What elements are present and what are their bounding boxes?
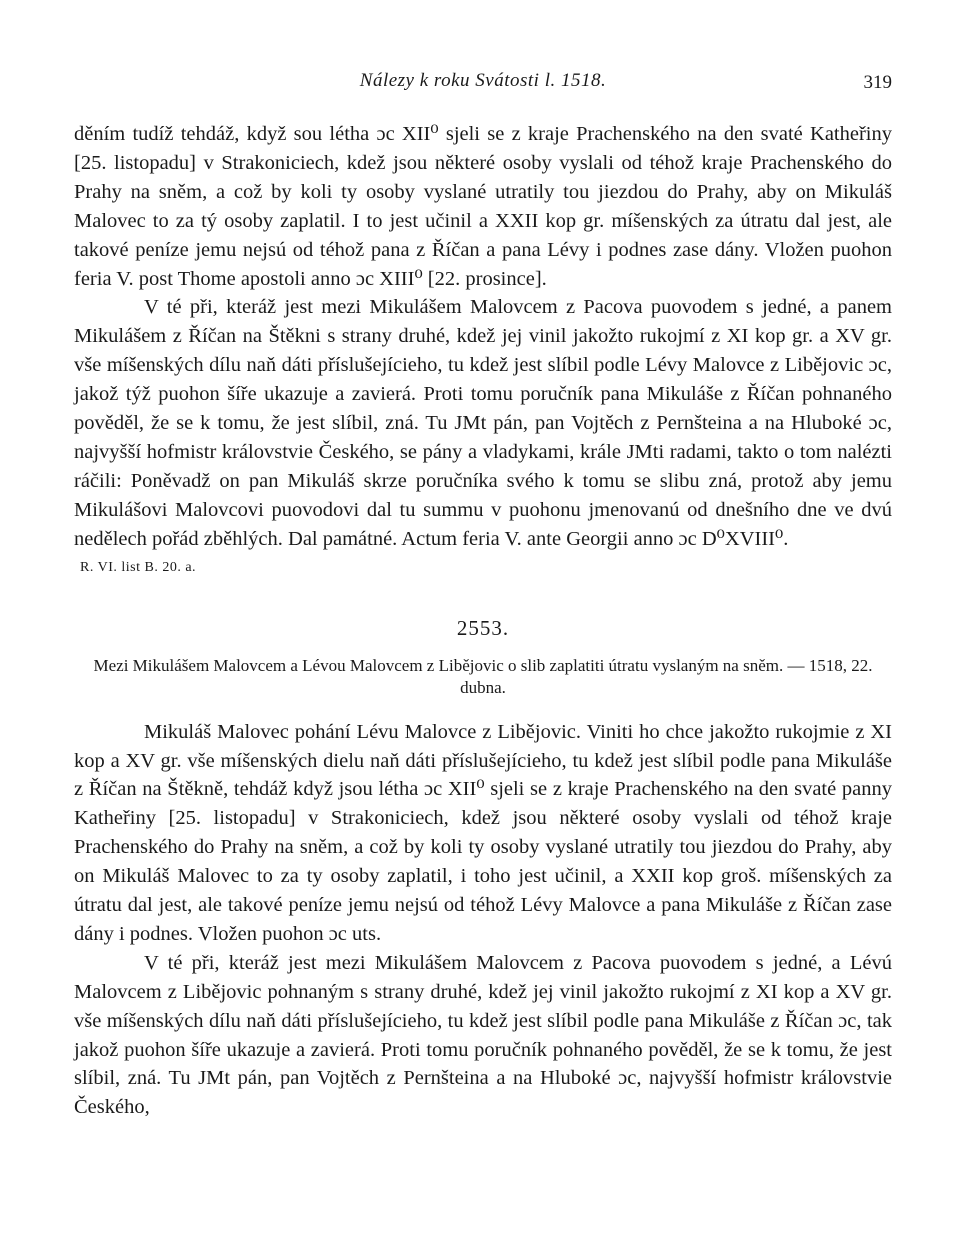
running-header bbox=[74, 62, 892, 102]
judgment-paragraph-2: V té při, kteráž jest mezi Mikulášem Malovcem z Pacova puovodem s jedné, a Lévú Malovcem z Libějovic pohnaným s strany druhé, kdež jej vinil jakožto rukojmí z XI kop a XV gr. vše míšenských dílu naň dáti příslušejícieho, tu kdež jest slíbil podle pana Mikuláše z Říčan ɔc, tak jakož puohon šíře ukazuje a zavierá. Proti tomu poručník pohnaného pověděl, že se k tomu, že jest slíbil, zná. Tu JMt pán, pan Vojtěch z Pernšteina a na Hluboké ɔc, najvyšší hofmistr královstvie Českého, bbox=[74, 951, 892, 1119]
summons-paragraph: Mikuláš Malovec pohání Lévu Malovce z Libějovic. Viniti ho chce jakožto rukojmie z XI kop a XV gr. vše míšenských dielu naň dáti příslušejícieho, tu kdež jest slíbil podle pana Mikuláše z Říčan na Štěkně, tehdáž když jsou létha ɔc XII⁰ sjeli se z kraje Prachenského na den svaté panny Kathеřiny [25. listopadu] v Strakoniciech, kdež jsou některé osoby vyslali od téhož kraje Prachenského do Prahy na sněm, a což by koli ty osoby vyslané utratily tou jiezdou do Prahy, aby on Mikuláš Malovec to za ty osoby zaplatil, i toho jest učinil, a XXII kop groš. míšenských za útratu dal jest, ale takové peníze jemu nejsú od téhož Lévy Malovce a pana Mikuláše z Říčan zase dány i podnes. Vložen puohon ɔc uts. bbox=[74, 720, 892, 945]
page-number: 319 bbox=[863, 72, 892, 93]
source-note: R. VI. list B. 20. a. bbox=[80, 559, 197, 575]
running-title: Nálezy k roku Svátosti l. 1518. bbox=[359, 70, 607, 91]
entry-heading: Mezi Mikulášem Malovcem a Lévou Malovcem z Libějovic o slib zaplatiti útratu vyslaným na sněm. — 1518, 22. dubna. bbox=[93, 655, 873, 697]
entry-number: 2553. bbox=[456, 615, 510, 640]
document-page bbox=[74, 62, 892, 1122]
judgment-paragraph: V té při, kteráž jest mezi Mikulášem Malovcem z Pacova puovodem s jedné, a panem Mikulášem z Říčan na Štěkni s strany druhé, kdež jej vinil jakožto rukojmí z XI kop gr. a XV gr. vše míšenských dílu naň dáti příslušejícieho, tu kdež jest slíbil podle Lévy Malovce z Libějovic ɔc, jakož týž puohon šíře ukazuje a zavierá. Proti tomu poručník pana Mikuláše z Říčan pohnaného pověděl, že se k tomu, že jest slíbil, zná. Tu JMt pán, pan Vojtěch z Pernšteina a na Hluboké ɔc, najvyšší hofmistr královstvie Českého, se pány a vladykami, krále JMti radami, takto o tom nalézti ráčili: Poněvadž on pan Mikuláš skrze poručníka svého k tomu se slibu zná, protož aby jemu Mikulášovi Malovcovi puovodovi dal tu summu v puohonu jmenovanú od dnešního dne ve dvú nedělech pořád zběhlých. Dal památné. Actum feria V. ante Georgii anno ɔc D⁰XVIII⁰. bbox=[74, 296, 892, 550]
continued-paragraph: děním tudíž tehdáž, když sou létha ɔc XII⁰ sjeli se z kraje Prachenského na den svaté Kathеřiny [25. listopadu] v Strakoniciech, kdež jsou některé osoby vyslali od téhož kraje Prachenského do Prahy na sněm, a což by koli ty osoby vyslané utratily tou jiezdou do Prahy, aby on Mikuláš Malovec to za tý osoby zaplatil. I to jest učinil a XXII kop gr. míšenských za útratu dal jest, ale takové peníze jemu nejsú od téhož pana z Říčan a pana Lévy i podnes zase dány. Vložen puohon feria V. post Thome apostoli anno ɔc XIII⁰ [22. prosince]. bbox=[74, 123, 892, 290]
